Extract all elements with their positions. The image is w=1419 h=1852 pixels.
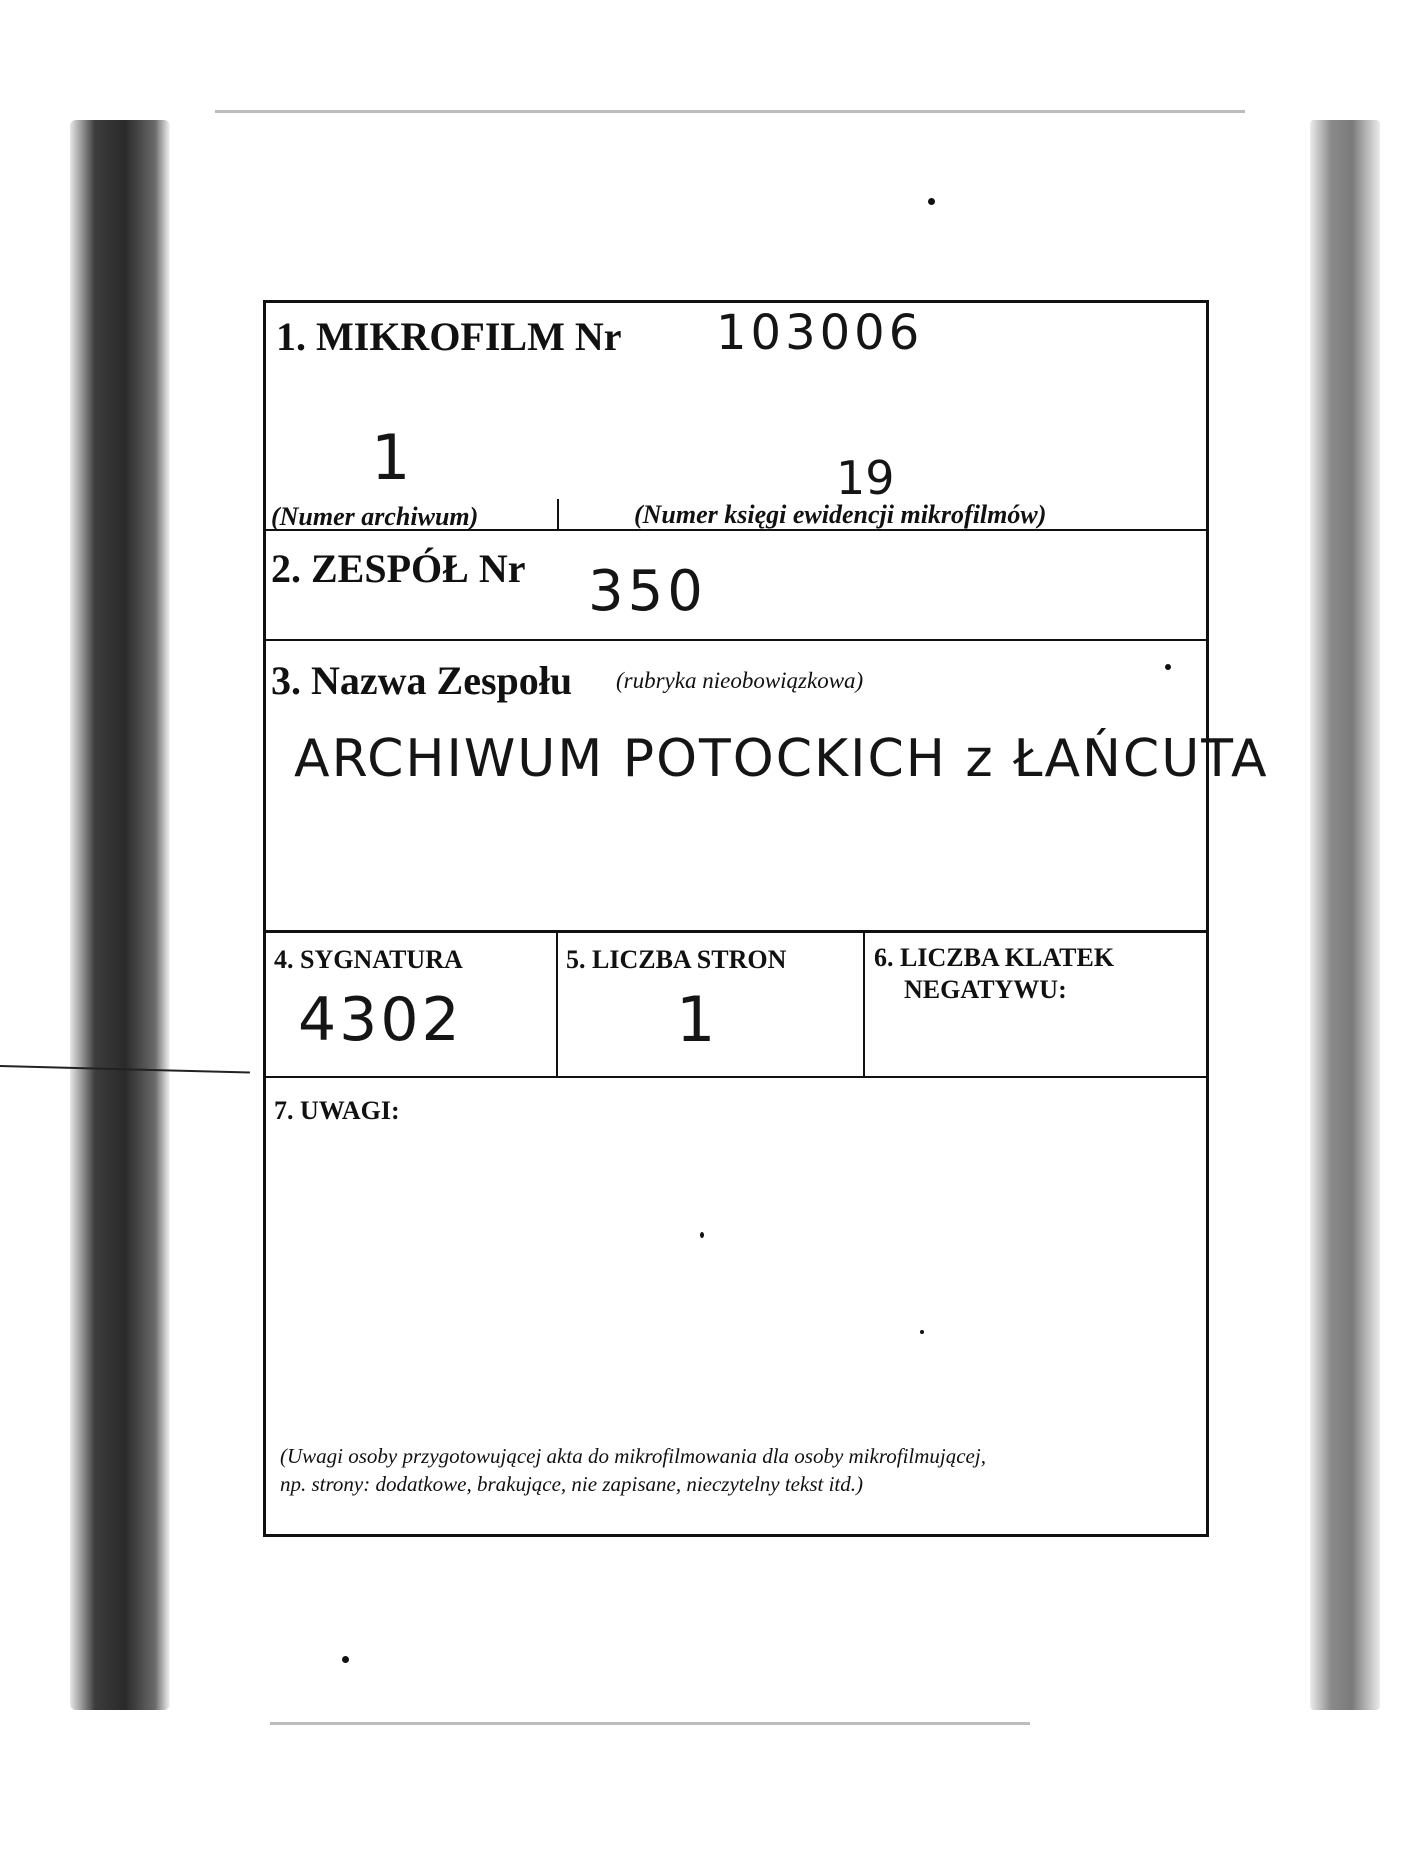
microfilm-label: 1. MIKROFILM Nr	[276, 314, 622, 359]
frames-label-line1: 6. LICZBA KLATEK	[874, 943, 1115, 972]
scan-speck	[342, 1656, 349, 1663]
section-remarks	[266, 1078, 1206, 1534]
scan-shadow-left	[70, 120, 170, 1710]
signature-label: 4. SYGNATURA	[274, 945, 463, 974]
register-number-note: (Numer księgi ewidencji mikrofilmów)	[634, 500, 1047, 529]
pages-value: 1	[676, 983, 716, 1056]
fonds-name-value: ARCHIWUM POTOCKICH z ŁAŃCUTA	[294, 729, 1269, 789]
remarks-label: 7. UWAGI:	[274, 1096, 400, 1125]
column-divider	[863, 933, 865, 1076]
fonds-name-label: 3. Nazwa Zespołu	[271, 658, 573, 703]
pages-label: 5. LICZBA STRON	[566, 945, 787, 974]
column-divider	[556, 933, 558, 1076]
fonds-label: 2. ZESPÓŁ Nr	[271, 546, 526, 591]
paper-edge-bottom	[270, 1722, 1030, 1725]
register-number: 19	[836, 451, 895, 505]
section-microfilm	[266, 303, 1206, 531]
signature-value: 4302	[298, 985, 463, 1055]
section-details	[266, 933, 1206, 1078]
note-divider	[557, 499, 559, 529]
scan-speck	[928, 198, 935, 205]
scan-shadow-right	[1310, 120, 1380, 1710]
microfilm-number: 103006	[716, 305, 924, 361]
section-fonds-name	[266, 641, 1269, 933]
fonds-name-note: (rubryka nieobowiązkowa)	[616, 668, 864, 693]
paper-edge-top	[215, 110, 1245, 113]
remarks-note-line1: (Uwagi osoby przygotowującej akta do mikrofilmowania dla osoby mikrofilmującej,	[280, 1444, 986, 1468]
archive-number: 1	[371, 421, 411, 494]
archive-number-note: (Numer archiwum)	[271, 502, 479, 531]
frames-label-line2: NEGATYWU:	[904, 975, 1067, 1004]
microfilm-form	[263, 300, 1269, 1537]
remarks-note-line2: np. strony: dodatkowe, brakujące, nie zapisane, nieczytelny tekst itd.)	[280, 1472, 863, 1496]
section-fonds	[266, 531, 1206, 641]
fonds-number: 350	[588, 559, 707, 624]
